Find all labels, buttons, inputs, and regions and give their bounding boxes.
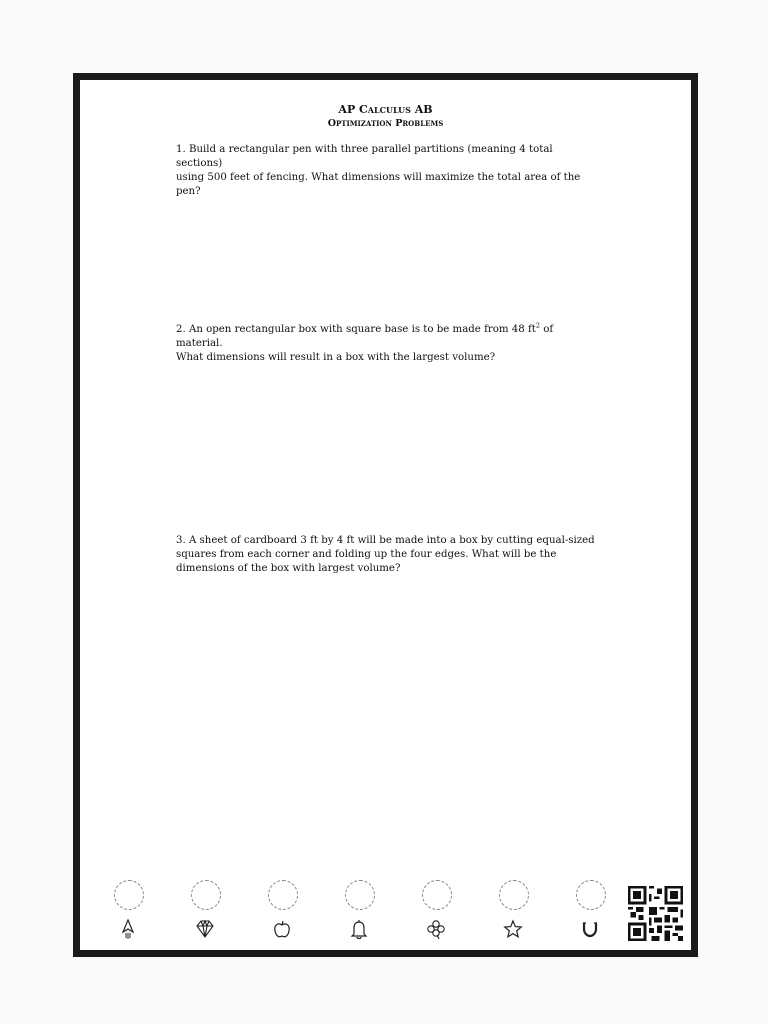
apple-icon xyxy=(271,918,293,940)
bell-stamp xyxy=(340,880,380,946)
horseshoe-icon xyxy=(579,918,601,940)
stamp-circle xyxy=(345,880,375,910)
bell-icon xyxy=(348,918,370,940)
star-stamp xyxy=(494,880,534,946)
stamp-circle xyxy=(499,880,529,910)
squared-exponent: 2 xyxy=(535,321,540,330)
page-title: AP Calculus AB xyxy=(338,103,433,116)
clover-stamp xyxy=(417,880,457,946)
problem-3-line-1: 3. A sheet of cardboard 3 ft by 4 ft will be made into a box by cutting equal-sized xyxy=(176,535,595,546)
problem-1-line-1: 1. Build a rectangular pen with three parallel partitions (meaning 4 total sections) xyxy=(176,144,553,169)
qr-code-icon xyxy=(628,886,683,941)
problem-2-text-a: 2. An open rectangular box with square base is to be made from 48 ft xyxy=(176,324,536,335)
stamp-circle xyxy=(576,880,606,910)
problem-1 xyxy=(176,143,596,199)
problem-2-line-1 xyxy=(176,323,596,351)
horseshoe-stamp xyxy=(571,880,611,946)
clover-icon xyxy=(425,918,447,940)
worksheet-page xyxy=(73,73,698,957)
stamp-circle xyxy=(268,880,298,910)
rocket-icon xyxy=(117,918,139,940)
stamp-circle xyxy=(422,880,452,910)
rocket-stamp xyxy=(109,880,149,946)
problem-3-line-2: squares from each corner and folding up the four edges. What will be the xyxy=(176,549,557,560)
page-subtitle: Optimization Problems xyxy=(327,118,444,129)
problem-1-line-2: using 500 feet of fencing. What dimensions will maximize the total area of the pen? xyxy=(176,172,581,197)
problem-2 xyxy=(176,323,596,365)
stamp-circle xyxy=(114,880,144,910)
problem-2-text-b: of material. xyxy=(176,324,554,349)
problem-3 xyxy=(176,534,596,576)
problem-3-line-3: dimensions of the box with largest volume? xyxy=(176,563,401,574)
worksheet-header xyxy=(80,103,691,131)
star-icon xyxy=(502,918,524,940)
apple-stamp xyxy=(263,880,303,946)
diamond-stamp xyxy=(186,880,226,946)
diamond-icon xyxy=(194,918,216,940)
stamp-circle xyxy=(191,880,221,910)
problem-2-line-2: What dimensions will result in a box with the largest volume? xyxy=(176,352,496,363)
